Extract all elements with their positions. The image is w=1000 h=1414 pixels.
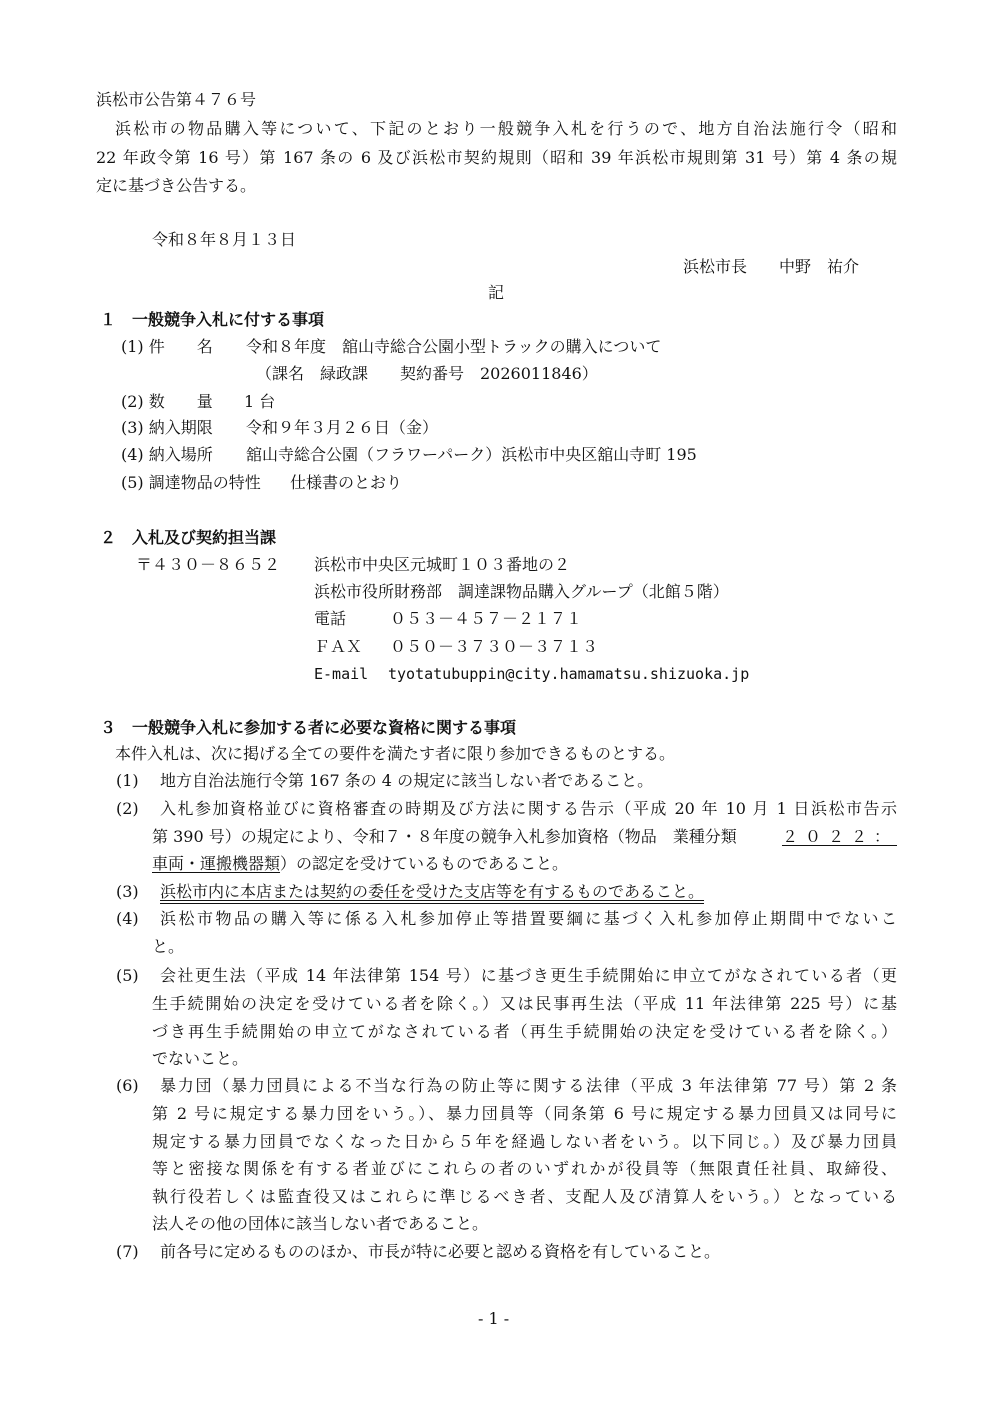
- s3-i5-line4: でないこと。: [152, 1049, 249, 1068]
- s2-dept: 浜松市役所財務部 調達課物品購入グループ（北館５階）: [314, 582, 729, 601]
- s3-i3-num: (3): [116, 882, 139, 901]
- s2-fax: ０５０－３７３０－３７１３: [390, 637, 599, 656]
- s2-tel: ０５３－４５７－２１７１: [390, 609, 583, 628]
- intro-line-3: 定に基づき公告する。: [96, 176, 257, 195]
- s3-i2-line2: [152, 829, 897, 845]
- s3-i2-line3a: 車両・運搬機器類: [152, 854, 281, 873]
- s3-i4-line1: 浜松市物品の購入等に係る入札参加停止等措置要綱に基づく入札参加停止期間中でないこ: [160, 909, 897, 928]
- s3-intro: 本件入札は、次に掲げる全ての要件を満たす者に限り参加できるものとする。: [115, 744, 676, 763]
- s3-i4-num: (4): [116, 909, 139, 928]
- s3-i2-line3b: ）の認定を受けているものであること。: [280, 854, 569, 873]
- signer: 浜松市長 中野 祐介: [683, 257, 860, 276]
- s2-email[interactable]: tyotatubuppin@city.hamamatsu.shizuoka.jp: [388, 665, 750, 683]
- s1-item4-label: (4) 納入場所: [121, 445, 213, 464]
- s3-i6-line1: 暴力団（暴力団員による不当な行為の防止等に関する法律（平成 3 年法律第 77 号）第 2 条: [160, 1076, 897, 1095]
- section3-heading: ３ 一般競争入札に参加する者に必要な資格に関する事項: [100, 718, 517, 737]
- s3-i4-line2: と。: [152, 937, 185, 956]
- s3-i5-num: (5): [116, 966, 139, 985]
- s3-i5-line3: づき再生手続開始の申立てがなされている者（再生手続開始の決定を受けている者を除く。）: [152, 1022, 897, 1041]
- s3-i6-num: (6): [116, 1076, 139, 1095]
- s3-i2-line2b: ２０２２：: [781, 827, 897, 846]
- ki-marker: 記: [488, 283, 505, 302]
- s3-i6-line6: 法人その他の団体に該当しない者であること。: [152, 1214, 489, 1233]
- s2-postal: 〒４３０－８６５２: [136, 555, 281, 574]
- s2-fax-label: ＦＡＸ: [314, 637, 363, 656]
- s2-tel-label: 電話: [314, 609, 347, 628]
- s1-item1-sub: （課名 緑政課 契約番号 2026011846）: [256, 364, 598, 383]
- s3-i7: 前各号に定めるもののほか、市長が特に必要と認める資格を有していること。: [160, 1242, 721, 1261]
- s3-i1-num: (1): [116, 771, 139, 790]
- s3-i6-line5: 執行役若しくは監査役又はこれらに準じるべき者、支配人及び清算人をいう。）となっている: [152, 1187, 897, 1206]
- s3-i6-line2: 第 2 号に規定する暴力団をいう。）、暴力団員等（同条第 6 号に規定する暴力団員又は同号に: [152, 1104, 897, 1123]
- s3-i2-line1: 入札参加資格並びに資格審査の時期及び方法に関する告示（平成 20 年 10 月 1 日浜松市告示: [160, 799, 897, 818]
- page-number: - 1 -: [478, 1309, 510, 1328]
- section1-heading: １ 一般競争入札に付する事項: [100, 310, 325, 329]
- s2-email-label: E-mail: [314, 665, 369, 683]
- s3-i2-num: (2): [116, 799, 139, 818]
- s1-item2-value: 1 台: [244, 392, 276, 411]
- notice-number: 浜松市公告第４７６号: [96, 90, 257, 109]
- s3-i6-line3: 規定する暴力団員でなくなった日から５年を経過しない者をいう。以下同じ。）及び暴力団員: [152, 1132, 897, 1151]
- section2-heading: ２ 入札及び契約担当課: [100, 528, 277, 547]
- s3-i1: 地方自治法施行令第 167 条の 4 の規定に該当しない者であること。: [160, 771, 654, 790]
- s1-item3-value: 令和９年３月２６日（金）: [246, 418, 439, 437]
- s3-i2-line3: [152, 856, 568, 872]
- s3-i6-line4: 等と密接な関係を有する者並びにこれらの者のいずれかが役員等（無限責任社員、取締役、: [152, 1159, 897, 1178]
- s1-item5-value: 仕様書のとおり: [290, 473, 403, 492]
- s1-item3-label: (3) 納入期限: [121, 418, 213, 437]
- s3-i5-line1: 会社更生法（平成 14 年法律第 154 号）に基づき更生手続開始に申立てがなされている者（更: [160, 966, 897, 985]
- s3-i7-num: (7): [116, 1242, 139, 1261]
- s1-item5-label: (5) 調達物品の特性: [121, 473, 261, 492]
- intro-line-2: 22 年政令第 16 号）第 167 条の 6 及び浜松市契約規則（昭和 39 年浜松市規則第 31 号）第 4 条の規: [96, 148, 897, 167]
- s3-i3: 浜松市内に本店または契約の委任を受けた支店等を有するものであること。: [160, 882, 705, 901]
- s1-item2-label: (2) 数 量: [121, 392, 213, 411]
- intro-line-1: 浜松市の物品購入等について、下記のとおり一般競争入札を行うので、地方自治法施行令（昭和: [115, 119, 897, 138]
- s3-i5-line2: 生手続開始の決定を受けている者を除く。）又は民事再生法（平成 11 年法律第 225 号）に基: [152, 994, 897, 1013]
- s1-item4-value: 舘山寺総合公園（フラワーパーク）浜松市中央区舘山寺町 195: [246, 445, 697, 464]
- s1-item1-label: (1) 件 名: [121, 337, 213, 356]
- s3-i2-line2a: 第 390 号）の規定により、令和７・８年度の競争入札参加資格（物品 業種分類: [152, 827, 737, 846]
- s1-item1-value: 令和８年度 舘山寺総合公園小型トラックの購入について: [246, 337, 662, 356]
- notice-date: 令和８年８月１３日: [152, 230, 297, 249]
- s2-address: 浜松市中央区元城町１０３番地の２: [314, 555, 571, 574]
